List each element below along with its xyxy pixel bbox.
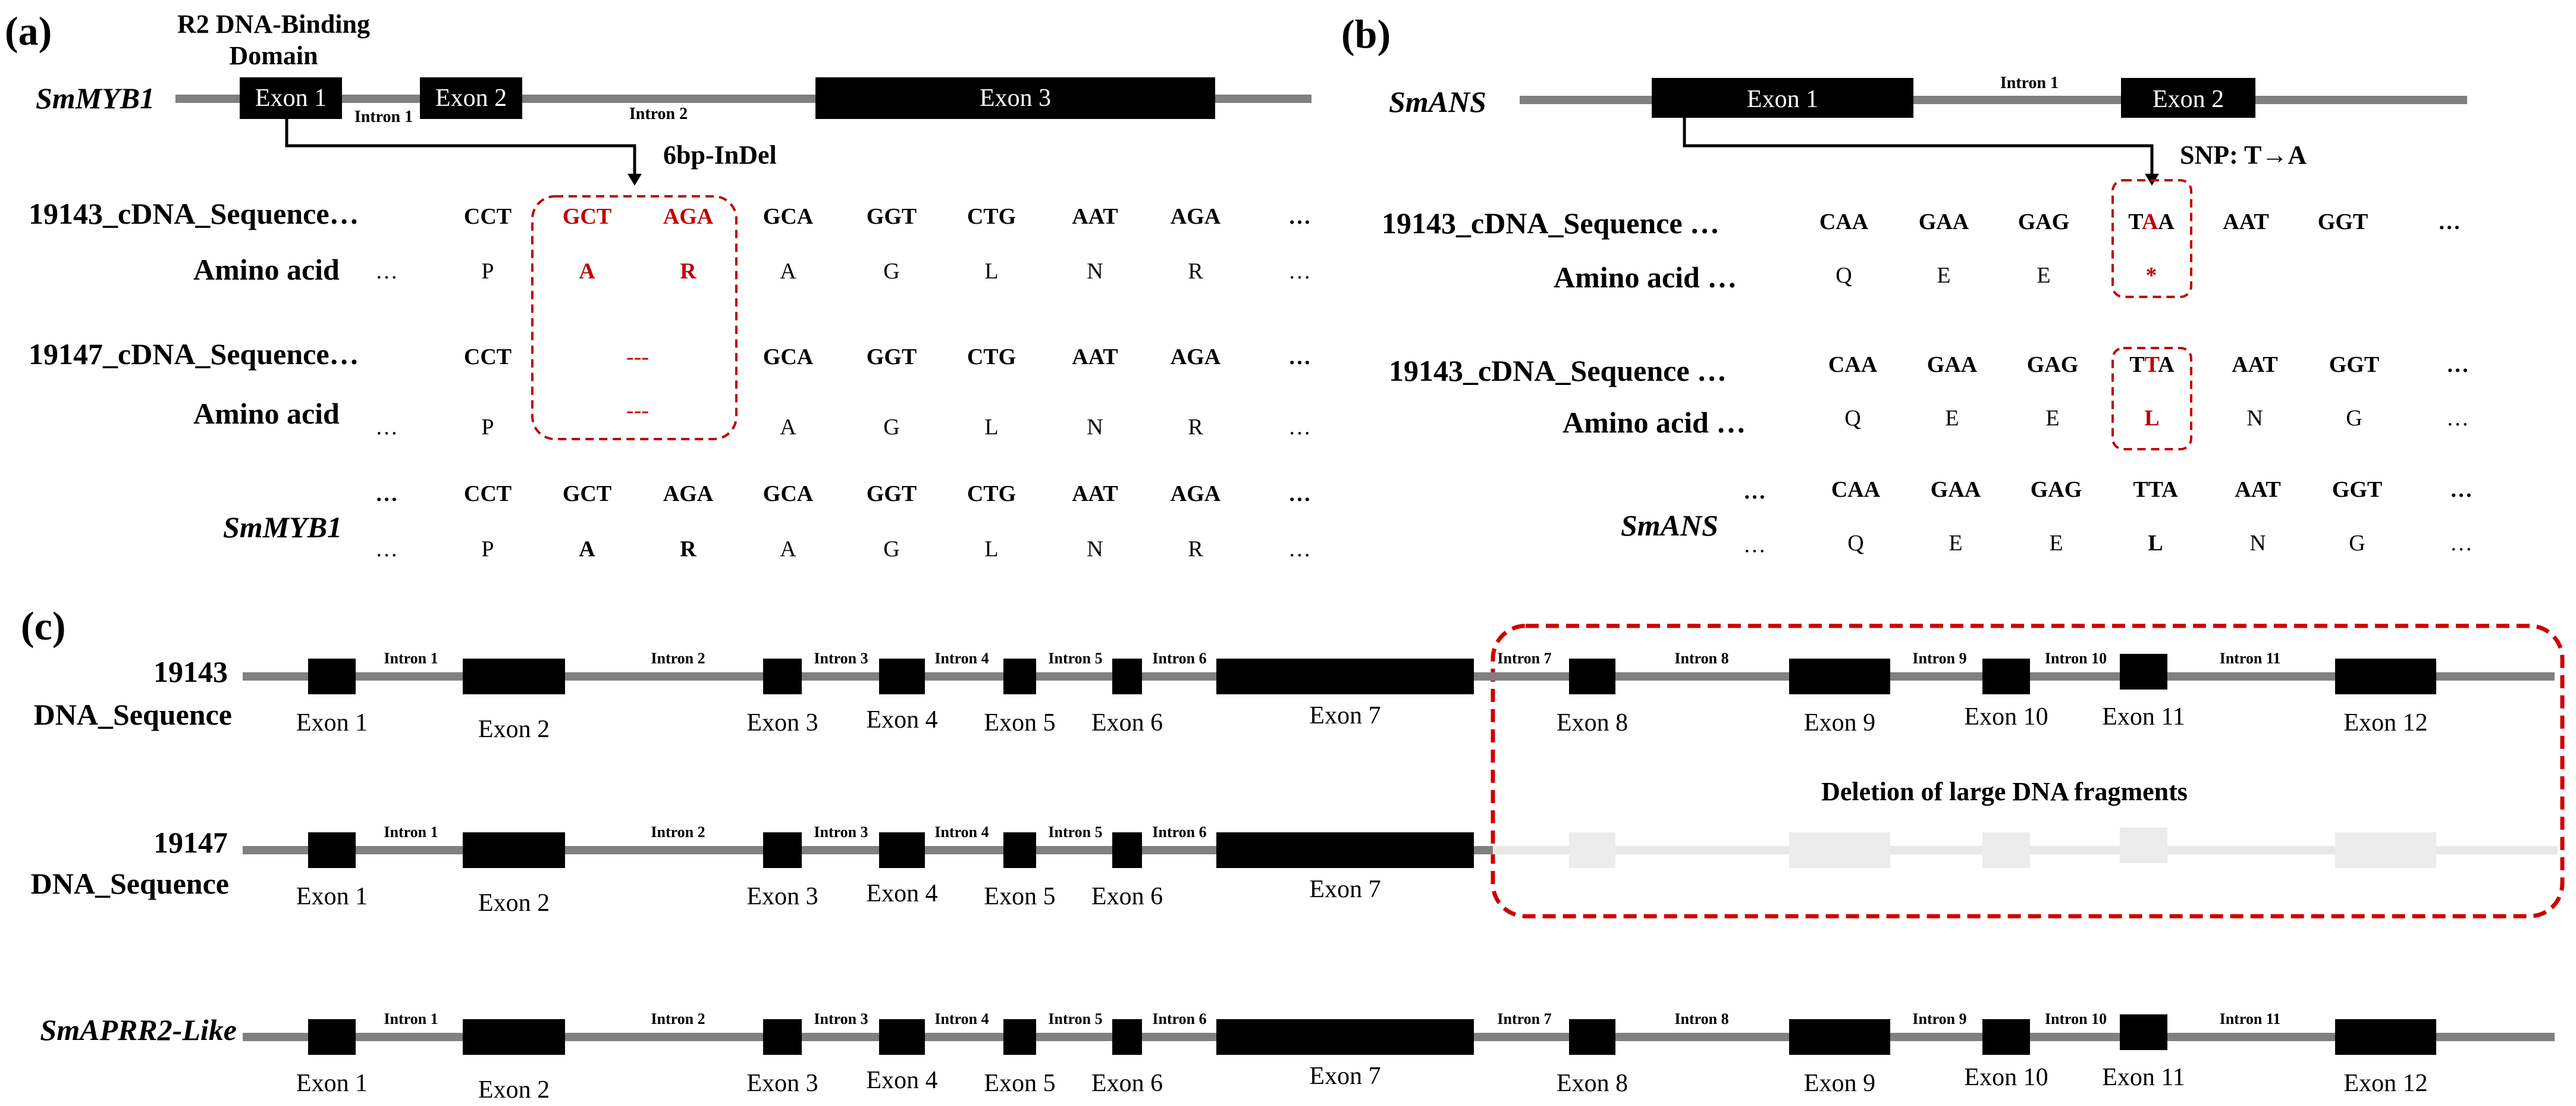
c-track-ref-exon-10-label: Exon 10 bbox=[1964, 1064, 2048, 1091]
a-row1-codon-8: AGA bbox=[1170, 204, 1221, 229]
b-ref-aa-6: G bbox=[2349, 531, 2365, 556]
b-row2-aa-5: N bbox=[2246, 406, 2263, 431]
b-row1-codon-1: CAA bbox=[1819, 209, 1869, 234]
c-track-ref-intron-1-label: Intron 1 bbox=[384, 1010, 438, 1027]
a-row2-aa-1: P bbox=[481, 415, 494, 440]
c-track-19147-exon-2 bbox=[463, 832, 565, 868]
a-ref-codon-8: AGA bbox=[1170, 481, 1221, 506]
b-row1-snp-base-2: A bbox=[2141, 209, 2158, 234]
a-row1-aa-ellipsis-end: … bbox=[1288, 259, 1311, 284]
c-track-19147-exon-5 bbox=[1003, 832, 1036, 868]
c-track-ref-exon-12-label: Exon 12 bbox=[2343, 1070, 2428, 1097]
c-track-19143-exon-11 bbox=[2120, 654, 2167, 690]
a-ref-aa-3: R bbox=[680, 537, 696, 562]
a-row1-codon-1: CCT bbox=[463, 204, 512, 229]
c-track-19147-exon-9-deleted bbox=[1789, 832, 1890, 868]
a-ref-ellipsis-end: … bbox=[1288, 481, 1311, 506]
c-track-19143-exon-3 bbox=[763, 659, 802, 694]
c-track-ref-intron-2-label: Intron 2 bbox=[651, 1010, 705, 1027]
c-track-19143-exon-4 bbox=[879, 659, 925, 694]
c-track-ref-exon-6 bbox=[1112, 1019, 1142, 1055]
a-row1-codon-4: GCA bbox=[763, 204, 814, 229]
b-row2-codon-5: AAT bbox=[2232, 352, 2278, 377]
c-track-ref-exon-1 bbox=[308, 1019, 356, 1055]
a-ref-codon-7: AAT bbox=[1072, 481, 1118, 506]
c-track-19143-intron-4-label: Intron 4 bbox=[934, 650, 989, 667]
panel-b-ref-label: SmANS bbox=[1621, 509, 1718, 542]
b-row1-snp-codon bbox=[2128, 209, 2175, 234]
c-track-ref-exon-1-label: Exon 1 bbox=[296, 1070, 368, 1097]
a-row2-aa-2: A bbox=[780, 415, 796, 440]
c-track-19143-exon-8 bbox=[1569, 659, 1615, 694]
c-track-ref-exon-3 bbox=[763, 1019, 802, 1055]
c-track-ref-exon-4 bbox=[879, 1019, 925, 1055]
c-track-19147-exon-8-deleted bbox=[1569, 832, 1615, 868]
panel-b-label: (b) bbox=[1341, 11, 1391, 57]
c-track-19143-exon-2 bbox=[463, 659, 565, 694]
a-ref-aa-5: G bbox=[883, 537, 900, 562]
c-track-19147-exon-11-deleted bbox=[2120, 828, 2167, 863]
panel-a-variant-label: 6bp-InDel bbox=[663, 140, 777, 170]
c-track-19147-exon-7 bbox=[1216, 832, 1474, 868]
a-ref-aa-ellipsis-end: … bbox=[1288, 537, 1311, 562]
panel-a-row1-aa-label: Amino acid bbox=[193, 253, 340, 286]
c-row1-label-line2: DNA_Sequence bbox=[33, 698, 232, 731]
a-ref-aa-7: N bbox=[1087, 537, 1103, 562]
a-row1-aa-1: P bbox=[481, 259, 494, 284]
c-track-ref-exon-7 bbox=[1216, 1019, 1474, 1055]
c-track-19147-exon-3-label: Exon 3 bbox=[746, 883, 818, 910]
c-track-19147 bbox=[243, 823, 2558, 917]
c-track-19143-exon-1 bbox=[308, 659, 356, 694]
b-row1-codon-6: GGT bbox=[2317, 209, 2368, 234]
a-row2-codon-1: CCT bbox=[463, 344, 512, 369]
c-track-19143-exon-4-label: Exon 4 bbox=[866, 706, 938, 734]
c-track-19143-exon-2-label: Exon 2 bbox=[478, 716, 550, 743]
c-track-19147-intron-6-label: Intron 6 bbox=[1152, 823, 1207, 841]
c-track-19143-exon-3-label: Exon 3 bbox=[746, 709, 818, 737]
c-track-ref-intron-8-label: Intron 8 bbox=[1674, 1010, 1729, 1027]
domain-note-line2: Domain bbox=[229, 41, 318, 70]
a-ref-aa-4: A bbox=[780, 537, 796, 562]
c-track-19147-exon-4-label: Exon 4 bbox=[866, 880, 938, 907]
b-row2-aa-3: E bbox=[2045, 406, 2060, 431]
c-track-ref-intron-4-label: Intron 4 bbox=[934, 1010, 989, 1027]
a-row2-aa-ellipsis: … bbox=[375, 415, 398, 440]
a-row1-codon-2: GCT bbox=[562, 204, 612, 229]
b-ref-codon-6: GGT bbox=[2332, 477, 2383, 502]
c-track-ref-exon-5-label: Exon 5 bbox=[984, 1070, 1056, 1097]
b-row2-aa-2: E bbox=[1945, 406, 1959, 431]
b-row2-aa-1: Q bbox=[1844, 406, 1861, 431]
panel-a-intron-2-label: Intron 2 bbox=[629, 105, 688, 123]
b-row2-codon-6: GGT bbox=[2329, 352, 2380, 377]
a-row1-ellipsis: … bbox=[1288, 204, 1311, 229]
b-row1-aa-1: Q bbox=[1835, 263, 1852, 288]
a-row2-codon-6: AGA bbox=[1170, 344, 1221, 369]
c-track-ref-exon-8 bbox=[1569, 1019, 1615, 1055]
c-track-19143-exon-5-label: Exon 5 bbox=[984, 709, 1056, 737]
c-track-19143-exon-7 bbox=[1216, 659, 1474, 694]
b-row2-codon-1: CAA bbox=[1828, 352, 1878, 377]
c-track-ref-exon-9 bbox=[1789, 1019, 1890, 1055]
b-row2-snp-base-2: T bbox=[2144, 352, 2158, 377]
c-track-19143-exon-10-label: Exon 10 bbox=[1964, 703, 2048, 731]
c-track-ref bbox=[243, 1010, 2555, 1104]
c-track-19147-exon-10-deleted bbox=[1982, 832, 2030, 868]
a-row1-aa-5: G bbox=[883, 259, 900, 284]
a-row2-aa-5: N bbox=[1087, 415, 1103, 440]
b-ref-codon-1: CAA bbox=[1831, 477, 1881, 502]
b-row2-snp-base-1: T bbox=[2129, 352, 2145, 377]
b-row2-aa-6: G bbox=[2346, 406, 2362, 431]
c-track-ref-intron-3-label: Intron 3 bbox=[814, 1010, 868, 1027]
c-track-19143-intron-3-label: Intron 3 bbox=[814, 650, 868, 667]
b-row1-codon-5: AAT bbox=[2223, 209, 2269, 234]
a-row1-codon-6: CTG bbox=[967, 204, 1016, 229]
c-track-ref-intron-9-label: Intron 9 bbox=[1912, 1010, 1967, 1027]
c-track-19147-exon-7-label: Exon 7 bbox=[1309, 876, 1381, 903]
a-ref-codon-1: CCT bbox=[463, 481, 512, 506]
a-row2-aa-deletion-mark: --- bbox=[626, 398, 649, 423]
c-track-19147-exon-6-label: Exon 6 bbox=[1091, 883, 1163, 910]
c-track-19143-exon-9-label: Exon 9 bbox=[1803, 709, 1876, 737]
a-ref-codon-3: AGA bbox=[663, 481, 714, 506]
b-row2-ellipsis: … bbox=[2446, 352, 2469, 377]
panel-b-exon-1-label: Exon 1 bbox=[1746, 86, 1819, 113]
c-track-19147-intron-5-label: Intron 5 bbox=[1048, 823, 1103, 841]
c-track-19143-exon-7-label: Exon 7 bbox=[1309, 702, 1381, 729]
c-track-19143-exon-8-label: Exon 8 bbox=[1556, 709, 1629, 737]
a-row2-aa-6: R bbox=[1188, 415, 1203, 440]
c-track-ref-exon-11-label: Exon 11 bbox=[2102, 1064, 2185, 1091]
c-track-19143-exon-5 bbox=[1003, 659, 1036, 694]
a-row2-codon-3: GGT bbox=[866, 344, 917, 369]
a-ref-aa-8: R bbox=[1188, 537, 1203, 562]
a-row1-codon-3: AGA bbox=[663, 204, 714, 229]
b-ref-aa-3: E bbox=[2049, 531, 2063, 556]
c-track-19143-exon-9 bbox=[1789, 659, 1890, 694]
panel-a bbox=[5, 8, 1311, 562]
b-row2-snp-codon bbox=[2129, 352, 2175, 377]
a-ref-codon-4: GCA bbox=[763, 481, 814, 506]
c-track-19147-intron-2-label: Intron 2 bbox=[651, 823, 705, 841]
a-row2-codon-4: CTG bbox=[967, 344, 1016, 369]
panel-b-row1-label: 19143_cDNA_Sequence … bbox=[1382, 206, 1720, 240]
b-row1-snp-base-3: A bbox=[2158, 209, 2175, 234]
panel-a-row2-label: 19147_cDNA_Sequence… bbox=[29, 337, 359, 371]
c-gene-tracks bbox=[243, 650, 2558, 1104]
c-track-19147-exon-3 bbox=[763, 832, 802, 868]
a-ref-aa-ellipsis: … bbox=[375, 537, 398, 562]
c-track-19143 bbox=[243, 650, 2555, 743]
c-track-ref-exon-4-label: Exon 4 bbox=[866, 1067, 938, 1094]
a-row1-codon-5: GGT bbox=[866, 204, 917, 229]
c-track-19143-intron-9-label: Intron 9 bbox=[1912, 650, 1967, 667]
a-row1-codon-7: AAT bbox=[1072, 204, 1118, 229]
panel-a-exon-1-label: Exon 1 bbox=[255, 84, 327, 112]
b-row2-snp-base-3: A bbox=[2158, 352, 2175, 377]
panel-b-variant-arrow bbox=[1684, 118, 2152, 174]
b-ref-aa-4: L bbox=[2148, 531, 2163, 556]
a-ref-codon-2: GCT bbox=[562, 481, 612, 506]
a-row1-aa-7: N bbox=[1087, 259, 1103, 284]
c-track-ref-exon-2-label: Exon 2 bbox=[478, 1076, 550, 1104]
a-row2-ellipsis: … bbox=[1288, 344, 1311, 369]
panel-a-intron-1-label: Intron 1 bbox=[354, 108, 413, 126]
c-track-ref-exon-8-label: Exon 8 bbox=[1556, 1070, 1629, 1097]
c-track-ref-intron-5-label: Intron 5 bbox=[1048, 1010, 1103, 1027]
b-row1-aa-2: E bbox=[1937, 263, 1951, 288]
b-row1-ellipsis: … bbox=[2438, 209, 2461, 234]
c-track-ref-exon-11 bbox=[2120, 1014, 2167, 1050]
panel-a-row2-aa-label: Amino acid bbox=[193, 397, 340, 430]
c-track-19143-intron-7-label: Intron 7 bbox=[1497, 650, 1552, 667]
panel-a-ref-label: SmMYB1 bbox=[223, 510, 343, 544]
a-row2-aa-4: L bbox=[984, 415, 999, 440]
a-ref-codon-6: CTG bbox=[967, 481, 1016, 506]
a-row1-aa-3: R bbox=[680, 259, 696, 284]
panel-a-exon-2-label: Exon 2 bbox=[435, 84, 507, 112]
c-track-19143-exon-12-label: Exon 12 bbox=[2343, 709, 2428, 737]
b-ref-codon-3: GAG bbox=[2030, 477, 2082, 502]
c-track-19143-exon-6 bbox=[1112, 659, 1142, 694]
a-row1-aa-8: R bbox=[1188, 259, 1203, 284]
a-ref-ellipsis: … bbox=[375, 481, 398, 506]
panel-c bbox=[21, 603, 2562, 1104]
c-track-19143-intron-5-label: Intron 5 bbox=[1048, 650, 1103, 667]
a-row2-aa-3: G bbox=[883, 415, 900, 440]
c-deletion-note: Deletion of large DNA fragments bbox=[1821, 777, 2188, 806]
c-track-19147-intron-4-label: Intron 4 bbox=[934, 823, 989, 841]
c-track-ref-exon-2 bbox=[463, 1019, 565, 1055]
b-ref-aa-1: Q bbox=[1847, 531, 1864, 556]
panel-b-row2-aa-label: Amino acid … bbox=[1562, 406, 1746, 439]
c-track-19143-intron-8-label: Intron 8 bbox=[1674, 650, 1729, 667]
b-ref-aa-ellipsis: … bbox=[1743, 532, 1766, 557]
b-row2-codon-3: GAG bbox=[2026, 352, 2079, 377]
c-track-ref-exon-10 bbox=[1982, 1019, 2030, 1055]
b-row1-aa-3: E bbox=[2037, 263, 2051, 288]
c-track-19143-exon-12 bbox=[2335, 659, 2436, 694]
c-row2-label-line1: 19147 bbox=[153, 826, 228, 859]
b-ref-codon-5: AAT bbox=[2235, 477, 2281, 502]
c-track-19147-exon-1 bbox=[308, 832, 356, 868]
a-row1-aa-2: A bbox=[579, 259, 595, 284]
b-row1-codon-3: GAG bbox=[2017, 209, 2070, 234]
a-row1-aa-6: L bbox=[984, 259, 999, 284]
b-row1-codon-2: GAA bbox=[1918, 209, 1969, 234]
b-ref-ellipsis: … bbox=[1743, 479, 1766, 504]
panel-c-label: (c) bbox=[21, 603, 66, 648]
b-ref-aa-ellipsis-end: … bbox=[2450, 531, 2473, 556]
c-track-19143-exon-1-label: Exon 1 bbox=[296, 709, 368, 737]
c-track-ref-intron-6-label: Intron 6 bbox=[1152, 1010, 1207, 1027]
b-row2-aa-ellipsis: … bbox=[2446, 406, 2469, 431]
a-row2-codon-5: AAT bbox=[1072, 344, 1118, 369]
c-track-ref-exon-7-label: Exon 7 bbox=[1309, 1063, 1381, 1090]
panel-a-label: (a) bbox=[5, 8, 52, 54]
panel-b-gene-name: SmANS bbox=[1389, 85, 1486, 118]
panel-b-variant-label: SNP: T→A bbox=[2180, 140, 2307, 170]
panel-a-gene-name: SmMYB1 bbox=[36, 82, 155, 115]
a-row2-codon-2: GCA bbox=[763, 344, 814, 369]
c-track-19143-exon-6-label: Exon 6 bbox=[1091, 709, 1163, 737]
c-track-ref-intron-10-label: Intron 10 bbox=[2044, 1010, 2107, 1027]
c-track-19143-intron-2-label: Intron 2 bbox=[651, 650, 705, 667]
b-row1-aa-stop: * bbox=[2145, 263, 2157, 288]
c-track-19147-intron-3-label: Intron 3 bbox=[814, 823, 868, 841]
c-track-19143-intron-1-label: Intron 1 bbox=[384, 650, 438, 667]
panel-b bbox=[1341, 11, 2473, 557]
a-row2-deletion-mark: --- bbox=[626, 344, 649, 369]
c-track-ref-exon-5 bbox=[1003, 1019, 1036, 1055]
c-track-ref-exon-12 bbox=[2335, 1019, 2436, 1055]
c-track-19143-intron-10-label: Intron 10 bbox=[2044, 650, 2107, 667]
a-row1-aa-ellipsis: … bbox=[375, 259, 398, 284]
c-track-ref-exon-3-label: Exon 3 bbox=[746, 1070, 818, 1097]
panel-b-exon-2-label: Exon 2 bbox=[2152, 86, 2224, 113]
b-ref-aa-2: E bbox=[1949, 531, 1963, 556]
c-row1-label-line1: 19143 bbox=[153, 655, 228, 688]
panel-a-arrowhead bbox=[627, 174, 642, 186]
c-track-ref-exon-9-label: Exon 9 bbox=[1803, 1070, 1876, 1097]
c-track-19147-exon-4 bbox=[879, 832, 925, 868]
b-ref-ellipsis-end: … bbox=[2450, 477, 2473, 502]
c-track-19143-intron-6-label: Intron 6 bbox=[1152, 650, 1207, 667]
b-ref-aa-5: N bbox=[2249, 531, 2266, 556]
c-track-19147-exon-12-deleted bbox=[2335, 832, 2436, 868]
c-track-19147-exon-5-label: Exon 5 bbox=[984, 883, 1056, 910]
panel-b-intron-1-label: Intron 1 bbox=[2000, 74, 2059, 92]
panel-b-row2-label: 19143_cDNA_Sequence … bbox=[1389, 354, 1727, 387]
c-track-19147-exon-1-label: Exon 1 bbox=[296, 883, 368, 910]
c-track-19147-intron-1-label: Intron 1 bbox=[384, 823, 438, 841]
panel-a-variant-arrow bbox=[287, 119, 635, 174]
c-track-19147-exon-6 bbox=[1112, 832, 1142, 868]
c-row2-label-line2: DNA_Sequence bbox=[30, 867, 229, 900]
c-ref-label: SmAPRR2-Like bbox=[40, 1013, 237, 1047]
a-row2-aa-ellipsis-end: … bbox=[1288, 415, 1311, 440]
b-row2-codon-2: GAA bbox=[1926, 352, 1978, 377]
c-track-19143-intron-11-label: Intron 11 bbox=[2219, 650, 2281, 667]
c-track-ref-intron-11-label: Intron 11 bbox=[2219, 1010, 2281, 1027]
b-ref-codon-2: GAA bbox=[1930, 477, 1981, 502]
domain-note-line1: R2 DNA-Binding bbox=[177, 10, 370, 39]
panel-a-row1-label: 19143_cDNA_Sequence… bbox=[29, 197, 359, 230]
c-track-ref-exon-6-label: Exon 6 bbox=[1091, 1070, 1163, 1097]
c-track-ref-intron-7-label: Intron 7 bbox=[1497, 1010, 1552, 1027]
a-ref-codon-5: GGT bbox=[866, 481, 917, 506]
b-ref-codon-4: TTA bbox=[2133, 477, 2178, 502]
a-ref-aa-2: A bbox=[579, 537, 595, 562]
c-track-19143-exon-10 bbox=[1982, 659, 2030, 694]
a-row1-aa-4: A bbox=[780, 259, 796, 284]
c-track-19147-exon-2-label: Exon 2 bbox=[478, 889, 550, 917]
panel-a-exon-3-label: Exon 3 bbox=[979, 84, 1052, 112]
b-row2-aa-4: L bbox=[2144, 406, 2160, 431]
a-ref-aa-6: L bbox=[984, 537, 999, 562]
a-ref-aa-1: P bbox=[481, 537, 494, 562]
panel-b-row1-aa-label: Amino acid … bbox=[1554, 261, 1737, 294]
c-track-19143-exon-11-label: Exon 11 bbox=[2102, 703, 2185, 731]
b-row1-snp-base-1: T bbox=[2128, 209, 2142, 234]
